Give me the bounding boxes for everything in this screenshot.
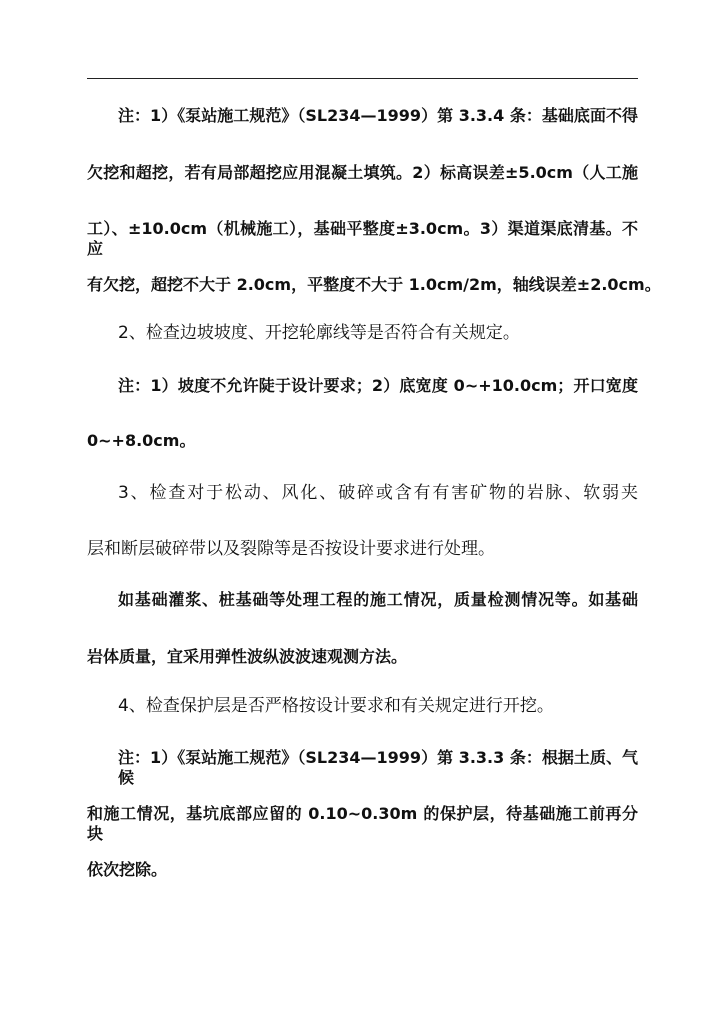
note-4-line-1: 注：1）《泵站施工规范》（SL234—1999）第 3.3.3 条：根据土质、气候 [118,748,638,787]
note-1-line-3: 工）、±10.0cm（机械施工），基础平整度±3.0cm。3）渠道渠底清基。不应 [87,219,638,258]
note-3-line-1: 如基础灌浆、桩基础等处理工程的施工情况，质量检测情况等。如基础 [118,590,638,609]
item-4-text: 4、检查保护层是否严格按设计要求和有关规定进行开挖。 [118,696,554,716]
note-4-line-2: 和施工情况，基坑底部应留的 0.10~0.30m 的保护层，待基础施工前再分块 [87,804,638,843]
top-rule [87,78,638,79]
item-3-line-2: 层和断层破碎带以及裂隙等是否按设计要求进行处理。 [87,539,495,559]
note-1-line-1: 注：1）《泵站施工规范》（SL234—1999）第 3.3.4 条：基础底面不得 [118,106,638,125]
item-3-line-1: 3、检查对于松动、风化、破碎或含有有害矿物的岩脉、软弱夹 [118,483,638,503]
note-2-line-1: 注：1）坡度不允许陡于设计要求；2）底宽度 0~+10.0cm；开口宽度 [118,376,638,395]
note-4-line-3: 依次挖除。 [87,860,168,879]
item-2-text: 2、检查边坡坡度、开挖轮廓线等是否符合有关规定。 [118,323,520,343]
note-3-line-2: 岩体质量，宜采用弹性波纵波波速观测方法。 [87,647,408,666]
note-1-line-4: 有欠挖，超挖不大于 2.0cm，平整度不大于 1.0cm/2m，轴线误差±2.0cm。 [87,275,661,294]
note-1-line-2: 欠挖和超挖，若有局部超挖应用混凝土填筑。2）标高误差±5.0cm（人工施 [87,163,638,182]
note-2-line-2: 0~+8.0cm。 [87,431,196,450]
